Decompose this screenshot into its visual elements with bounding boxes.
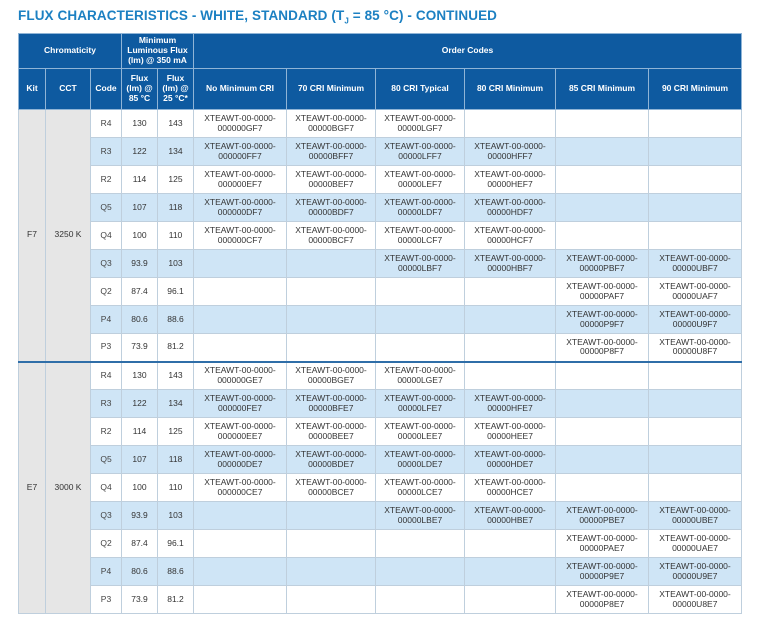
flux-85-cell: 130 xyxy=(122,110,158,138)
cri-70-cell xyxy=(287,278,376,306)
cri-80-typical-cell xyxy=(376,558,465,586)
cri-85-cell: XTEAWT-00-0000-00000P9E7 xyxy=(556,558,649,586)
cri-85-cell xyxy=(556,222,649,250)
header-cct: CCT xyxy=(46,69,91,110)
header-85-cri: 85 CRI Minimum xyxy=(556,69,649,110)
cri-80-typical-cell: XTEAWT-00-0000-00000LGF7 xyxy=(376,110,465,138)
cri-80-cell: XTEAWT-00-0000-00000HFF7 xyxy=(465,138,556,166)
cri-70-cell: XTEAWT-00-0000-00000BEE7 xyxy=(287,418,376,446)
flux-table xyxy=(18,33,742,614)
cri-85-cell: XTEAWT-00-0000-00000P8F7 xyxy=(556,334,649,362)
flux-25-cell: 110 xyxy=(158,222,194,250)
cri-85-cell xyxy=(556,418,649,446)
cri-80-cell: XTEAWT-00-0000-00000HFE7 xyxy=(465,390,556,418)
table-row xyxy=(19,306,742,334)
flux-85-cell: 122 xyxy=(122,138,158,166)
cri-80-typical-cell: XTEAWT-00-0000-00000LDF7 xyxy=(376,194,465,222)
cri-70-cell xyxy=(287,530,376,558)
cri-85-cell: XTEAWT-00-0000-00000P8E7 xyxy=(556,586,649,614)
cri-80-typical-cell xyxy=(376,306,465,334)
cri-70-cell xyxy=(287,558,376,586)
code-cell: P4 xyxy=(91,306,122,334)
table-row xyxy=(19,530,742,558)
header-order-codes: Order Codes xyxy=(194,34,742,69)
table-row xyxy=(19,138,742,166)
cri-90-cell xyxy=(649,474,742,502)
table-row xyxy=(19,250,742,278)
cri-70-cell: XTEAWT-00-0000-00000BCF7 xyxy=(287,222,376,250)
no-min-cri-cell xyxy=(194,250,287,278)
cri-85-cell xyxy=(556,446,649,474)
cri-80-cell xyxy=(465,530,556,558)
cri-70-cell: XTEAWT-00-0000-00000BGE7 xyxy=(287,362,376,390)
code-cell: Q5 xyxy=(91,194,122,222)
table-row xyxy=(19,222,742,250)
no-min-cri-cell xyxy=(194,306,287,334)
cri-80-typical-cell: XTEAWT-00-0000-00000LDE7 xyxy=(376,446,465,474)
cri-80-typical-cell xyxy=(376,586,465,614)
flux-25-cell: 143 xyxy=(158,110,194,138)
table-row xyxy=(19,418,742,446)
cri-90-cell xyxy=(649,418,742,446)
cri-70-cell: XTEAWT-00-0000-00000BFF7 xyxy=(287,138,376,166)
header-90-cri: 90 CRI Minimum xyxy=(649,69,742,110)
code-cell: Q3 xyxy=(91,502,122,530)
flux-25-cell: 81.2 xyxy=(158,334,194,362)
code-cell: R3 xyxy=(91,390,122,418)
code-cell: Q3 xyxy=(91,250,122,278)
no-min-cri-cell xyxy=(194,530,287,558)
cri-90-cell: XTEAWT-00-0000-00000U9F7 xyxy=(649,306,742,334)
cri-90-cell xyxy=(649,390,742,418)
code-cell: R4 xyxy=(91,110,122,138)
header-70-cri: 70 CRI Minimum xyxy=(287,69,376,110)
flux-25-cell: 143 xyxy=(158,362,194,390)
cri-85-cell: XTEAWT-00-0000-00000PAE7 xyxy=(556,530,649,558)
cri-80-typical-cell: XTEAWT-00-0000-00000LCE7 xyxy=(376,474,465,502)
flux-25-cell: 88.6 xyxy=(158,558,194,586)
cri-80-cell: XTEAWT-00-0000-00000HCF7 xyxy=(465,222,556,250)
cri-80-typical-cell xyxy=(376,334,465,362)
no-min-cri-cell xyxy=(194,502,287,530)
cri-90-cell xyxy=(649,222,742,250)
kit-cell: F7 xyxy=(19,110,46,362)
flux-25-cell: 134 xyxy=(158,138,194,166)
flux-85-cell: 73.9 xyxy=(122,334,158,362)
cri-90-cell: XTEAWT-00-0000-00000UAF7 xyxy=(649,278,742,306)
cri-80-typical-cell xyxy=(376,278,465,306)
cri-85-cell xyxy=(556,110,649,138)
flux-25-cell: 81.2 xyxy=(158,586,194,614)
cri-80-typical-cell: XTEAWT-00-0000-00000LGE7 xyxy=(376,362,465,390)
code-cell: P4 xyxy=(91,558,122,586)
cri-70-cell xyxy=(287,502,376,530)
cri-80-cell xyxy=(465,278,556,306)
header-kit: Kit xyxy=(19,69,46,110)
cri-90-cell: XTEAWT-00-0000-00000U8F7 xyxy=(649,334,742,362)
flux-85-cell: 80.6 xyxy=(122,306,158,334)
cri-80-typical-cell xyxy=(376,530,465,558)
no-min-cri-cell: XTEAWT-00-0000-000000DE7 xyxy=(194,446,287,474)
table-row xyxy=(19,390,742,418)
no-min-cri-cell: XTEAWT-00-0000-000000GF7 xyxy=(194,110,287,138)
table-row xyxy=(19,474,742,502)
cri-90-cell xyxy=(649,166,742,194)
page-title xyxy=(18,8,497,26)
cri-90-cell xyxy=(649,362,742,390)
cri-80-cell xyxy=(465,586,556,614)
flux-85-cell: 114 xyxy=(122,418,158,446)
table-row xyxy=(19,194,742,222)
code-cell: Q5 xyxy=(91,446,122,474)
cri-80-cell xyxy=(465,334,556,362)
no-min-cri-cell: XTEAWT-00-0000-000000CF7 xyxy=(194,222,287,250)
flux-25-cell: 118 xyxy=(158,446,194,474)
no-min-cri-cell xyxy=(194,586,287,614)
code-cell: Q2 xyxy=(91,530,122,558)
table-body xyxy=(19,110,742,614)
no-min-cri-cell xyxy=(194,334,287,362)
cri-80-cell: XTEAWT-00-0000-00000HDE7 xyxy=(465,446,556,474)
cri-90-cell xyxy=(649,138,742,166)
no-min-cri-cell xyxy=(194,558,287,586)
table-row xyxy=(19,586,742,614)
flux-85-cell: 80.6 xyxy=(122,558,158,586)
code-cell: Q2 xyxy=(91,278,122,306)
code-cell: R3 xyxy=(91,138,122,166)
table-row xyxy=(19,558,742,586)
flux-25-cell: 96.1 xyxy=(158,278,194,306)
header-flux-25: Flux (lm) @ 25 °C* xyxy=(158,69,194,110)
cri-70-cell: XTEAWT-00-0000-00000BCE7 xyxy=(287,474,376,502)
cri-85-cell xyxy=(556,138,649,166)
cri-80-cell: XTEAWT-00-0000-00000HCE7 xyxy=(465,474,556,502)
cri-85-cell: XTEAWT-00-0000-00000PAF7 xyxy=(556,278,649,306)
header-80-cri-typical: 80 CRI Typical xyxy=(376,69,465,110)
cri-80-cell: XTEAWT-00-0000-00000HEF7 xyxy=(465,166,556,194)
cri-90-cell xyxy=(649,194,742,222)
cri-70-cell: XTEAWT-00-0000-00000BGF7 xyxy=(287,110,376,138)
flux-85-cell: 87.4 xyxy=(122,530,158,558)
cri-70-cell: XTEAWT-00-0000-00000BEF7 xyxy=(287,166,376,194)
kit-cell: E7 xyxy=(19,362,46,614)
code-cell: Q4 xyxy=(91,222,122,250)
cri-90-cell: XTEAWT-00-0000-00000UAE7 xyxy=(649,530,742,558)
flux-25-cell: 134 xyxy=(158,390,194,418)
flux-25-cell: 88.6 xyxy=(158,306,194,334)
cri-80-typical-cell: XTEAWT-00-0000-00000LFE7 xyxy=(376,390,465,418)
no-min-cri-cell: XTEAWT-00-0000-000000GE7 xyxy=(194,362,287,390)
cri-80-cell xyxy=(465,362,556,390)
flux-25-cell: 96.1 xyxy=(158,530,194,558)
table-row xyxy=(19,278,742,306)
cri-80-cell xyxy=(465,558,556,586)
flux-85-cell: 107 xyxy=(122,194,158,222)
header-flux-85: Flux (lm) @ 85 °C xyxy=(122,69,158,110)
cri-90-cell: XTEAWT-00-0000-00000U8E7 xyxy=(649,586,742,614)
no-min-cri-cell: XTEAWT-00-0000-000000CE7 xyxy=(194,474,287,502)
cri-80-typical-cell: XTEAWT-00-0000-00000LEE7 xyxy=(376,418,465,446)
cri-85-cell xyxy=(556,362,649,390)
flux-85-cell: 93.9 xyxy=(122,502,158,530)
cri-85-cell: XTEAWT-00-0000-00000PBF7 xyxy=(556,250,649,278)
header-code: Code xyxy=(91,69,122,110)
cri-80-typical-cell: XTEAWT-00-0000-00000LBF7 xyxy=(376,250,465,278)
cri-70-cell: XTEAWT-00-0000-00000BDF7 xyxy=(287,194,376,222)
code-cell: R2 xyxy=(91,166,122,194)
cri-80-cell xyxy=(465,110,556,138)
cri-85-cell xyxy=(556,194,649,222)
cri-80-cell: XTEAWT-00-0000-00000HBE7 xyxy=(465,502,556,530)
title-rest: = 85 °C) - CONTINUED xyxy=(348,8,498,23)
cri-80-cell: XTEAWT-00-0000-00000HDF7 xyxy=(465,194,556,222)
cri-85-cell xyxy=(556,474,649,502)
cri-80-cell: XTEAWT-00-0000-00000HBF7 xyxy=(465,250,556,278)
table-row xyxy=(19,502,742,530)
cri-90-cell xyxy=(649,110,742,138)
flux-25-cell: 125 xyxy=(158,418,194,446)
cri-70-cell xyxy=(287,334,376,362)
flux-85-cell: 100 xyxy=(122,474,158,502)
no-min-cri-cell: XTEAWT-00-0000-000000DF7 xyxy=(194,194,287,222)
cri-90-cell: XTEAWT-00-0000-00000UBF7 xyxy=(649,250,742,278)
no-min-cri-cell xyxy=(194,278,287,306)
flux-85-cell: 107 xyxy=(122,446,158,474)
code-cell: Q4 xyxy=(91,474,122,502)
cri-80-typical-cell: XTEAWT-00-0000-00000LEF7 xyxy=(376,166,465,194)
flux-25-cell: 125 xyxy=(158,166,194,194)
title-main: FLUX CHARACTERISTICS - WHITE, STANDARD (T xyxy=(18,8,345,23)
table-row xyxy=(19,446,742,474)
flux-85-cell: 93.9 xyxy=(122,250,158,278)
code-cell: R4 xyxy=(91,362,122,390)
flux-85-cell: 114 xyxy=(122,166,158,194)
cri-70-cell xyxy=(287,250,376,278)
flux-85-cell: 130 xyxy=(122,362,158,390)
no-min-cri-cell: XTEAWT-00-0000-000000EF7 xyxy=(194,166,287,194)
header-no-min-cri: No Minimum CRI xyxy=(194,69,287,110)
cri-90-cell xyxy=(649,446,742,474)
cri-90-cell: XTEAWT-00-0000-00000UBE7 xyxy=(649,502,742,530)
cri-85-cell: XTEAWT-00-0000-00000P9F7 xyxy=(556,306,649,334)
cct-cell: 3250 K xyxy=(46,110,91,362)
flux-85-cell: 73.9 xyxy=(122,586,158,614)
header-min-flux: Minimum Luminous Flux (lm) @ 350 mA xyxy=(122,34,194,69)
table-row xyxy=(19,334,742,362)
cri-70-cell: XTEAWT-00-0000-00000BFE7 xyxy=(287,390,376,418)
cri-80-typical-cell: XTEAWT-00-0000-00000LBE7 xyxy=(376,502,465,530)
cri-90-cell: XTEAWT-00-0000-00000U9E7 xyxy=(649,558,742,586)
no-min-cri-cell: XTEAWT-00-0000-000000FE7 xyxy=(194,390,287,418)
cri-80-typical-cell: XTEAWT-00-0000-00000LCF7 xyxy=(376,222,465,250)
flux-25-cell: 118 xyxy=(158,194,194,222)
code-cell: P3 xyxy=(91,586,122,614)
cct-cell: 3000 K xyxy=(46,362,91,614)
header-80-cri: 80 CRI Minimum xyxy=(465,69,556,110)
table-row xyxy=(19,166,742,194)
no-min-cri-cell: XTEAWT-00-0000-000000FF7 xyxy=(194,138,287,166)
cri-70-cell xyxy=(287,586,376,614)
flux-25-cell: 110 xyxy=(158,474,194,502)
flux-25-cell: 103 xyxy=(158,502,194,530)
table-row xyxy=(19,110,742,138)
code-cell: P3 xyxy=(91,334,122,362)
cri-85-cell xyxy=(556,166,649,194)
flux-85-cell: 122 xyxy=(122,390,158,418)
cri-70-cell: XTEAWT-00-0000-00000BDE7 xyxy=(287,446,376,474)
cri-85-cell: XTEAWT-00-0000-00000PBE7 xyxy=(556,502,649,530)
flux-25-cell: 103 xyxy=(158,250,194,278)
cri-80-cell xyxy=(465,306,556,334)
cri-80-cell: XTEAWT-00-0000-00000HEE7 xyxy=(465,418,556,446)
header-chromaticity: Chromaticity xyxy=(19,34,122,69)
table-row xyxy=(19,362,742,390)
flux-85-cell: 87.4 xyxy=(122,278,158,306)
title-subscript: J xyxy=(344,16,349,26)
cri-80-typical-cell: XTEAWT-00-0000-00000LFF7 xyxy=(376,138,465,166)
code-cell: R2 xyxy=(91,418,122,446)
cri-70-cell xyxy=(287,306,376,334)
flux-85-cell: 100 xyxy=(122,222,158,250)
no-min-cri-cell: XTEAWT-00-0000-000000EE7 xyxy=(194,418,287,446)
cri-85-cell xyxy=(556,390,649,418)
